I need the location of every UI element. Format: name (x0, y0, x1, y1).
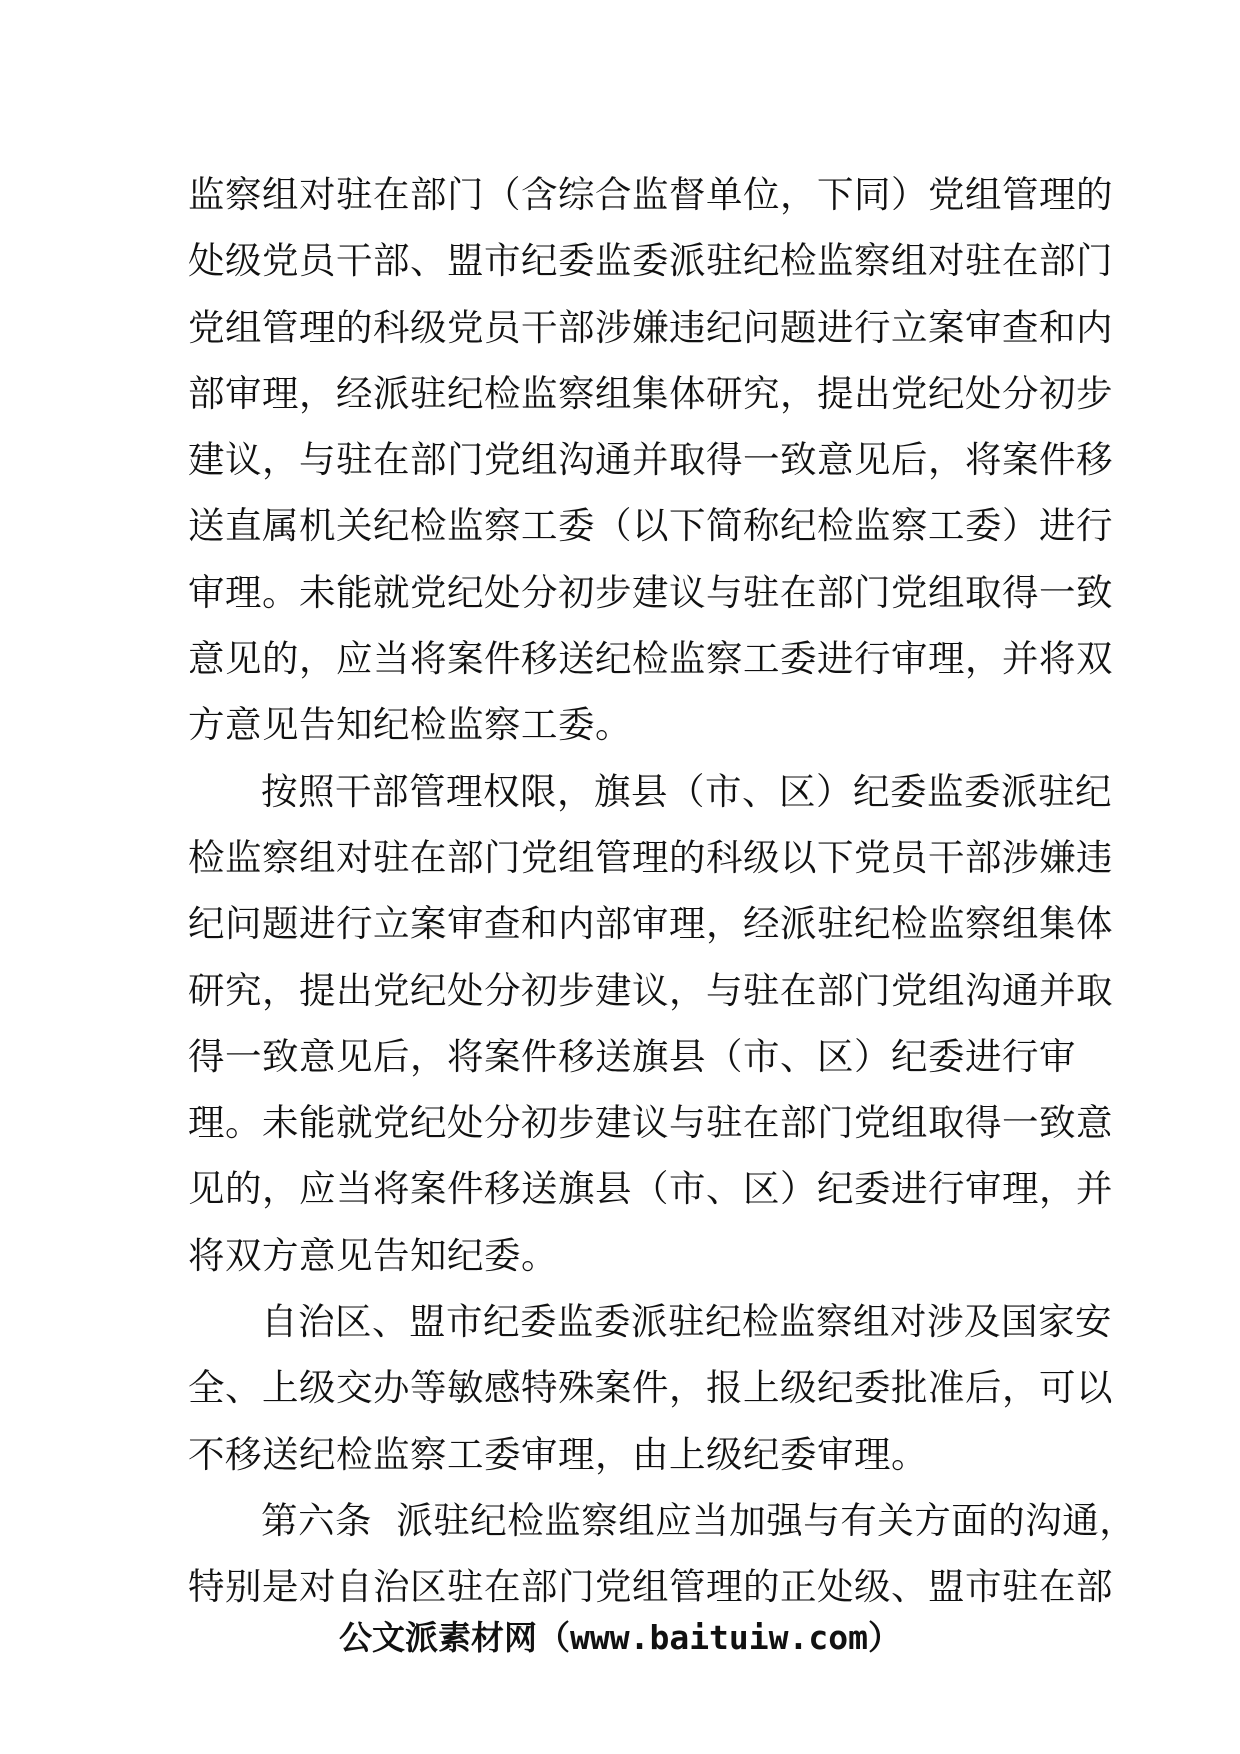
paragraph-4 (188, 1488, 1137, 1621)
text-line: 研究，提出党纪处分初步建议，与驻在部门党组沟通并取 (188, 968, 1113, 1012)
text-line: 审理。未能就党纪处分初步建议与驻在部门党组取得一致 (188, 570, 1113, 614)
paragraph-1 (188, 162, 1113, 759)
paragraph-2 (188, 759, 1113, 1289)
text-line: 纪问题进行立案审查和内部审理，经派驻纪检监察组集体 (188, 902, 1113, 946)
text-line: 方意见告知纪检监察工委。 (188, 703, 632, 747)
text-line: 第六条 派驻纪检监察组应当加强与有关方面的沟通， (261, 1498, 1137, 1542)
text-line: 处级党员干部、盟市纪委监委派驻纪检监察组对驻在部门 (188, 239, 1113, 283)
text-line: 理。未能就党纪处分初步建议与驻在部门党组取得一致意 (188, 1101, 1113, 1145)
document-body (188, 162, 1137, 1621)
text-line: 检监察组对驻在部门党组管理的科级以下党员干部涉嫌违 (188, 835, 1113, 879)
page-footer (0, 1618, 1240, 1658)
text-line: 将双方意见告知纪委。 (188, 1233, 558, 1277)
footer-url: www.baituiw.com (569, 1618, 868, 1657)
text-line: 建议，与驻在部门党组沟通并取得一致意见后，将案件移 (188, 438, 1113, 482)
text-line: 党组管理的科级党员干部涉嫌违纪问题进行立案审查和内 (188, 305, 1113, 349)
paragraph-3 (188, 1289, 1113, 1488)
text-line: 见的，应当将案件移送旗县（市、区）纪委进行审理，并 (188, 1167, 1113, 1211)
footer-paren-open: （ (536, 1618, 570, 1657)
text-line: 部审理，经派驻纪检监察组集体研究，提出党纪处分初步 (188, 371, 1113, 415)
text-line: 特别是对自治区驻在部门党组管理的正处级、盟市驻在部 (188, 1565, 1113, 1609)
footer-site-name: 公文派素材网 (338, 1618, 537, 1657)
text-line: 不移送纪检监察工委审理，由上级纪委审理。 (188, 1432, 928, 1476)
text-line: 监察组对驻在部门（含综合监督单位，下同）党组管理的 (188, 173, 1113, 216)
text-line: 意见的，应当将案件移送纪检监察工委进行审理，并将双 (188, 637, 1113, 681)
text-line: 送直属机关纪检监察工委（以下简称纪检监察工委）进行 (188, 504, 1113, 548)
text-line: 自治区、盟市纪委监委派驻纪检监察组对涉及国家安 (261, 1300, 1112, 1344)
text-line: 按照干部管理权限，旗县（市、区）纪委监委派驻纪 (261, 769, 1112, 813)
text-line: 全、上级交办等敏感特殊案件，报上级纪委批准后，可以 (188, 1366, 1113, 1410)
text-line: 得一致意见后，将案件移送旗县（市、区）纪委进行审 (188, 1034, 1076, 1078)
footer-paren-close: ） (868, 1618, 901, 1657)
